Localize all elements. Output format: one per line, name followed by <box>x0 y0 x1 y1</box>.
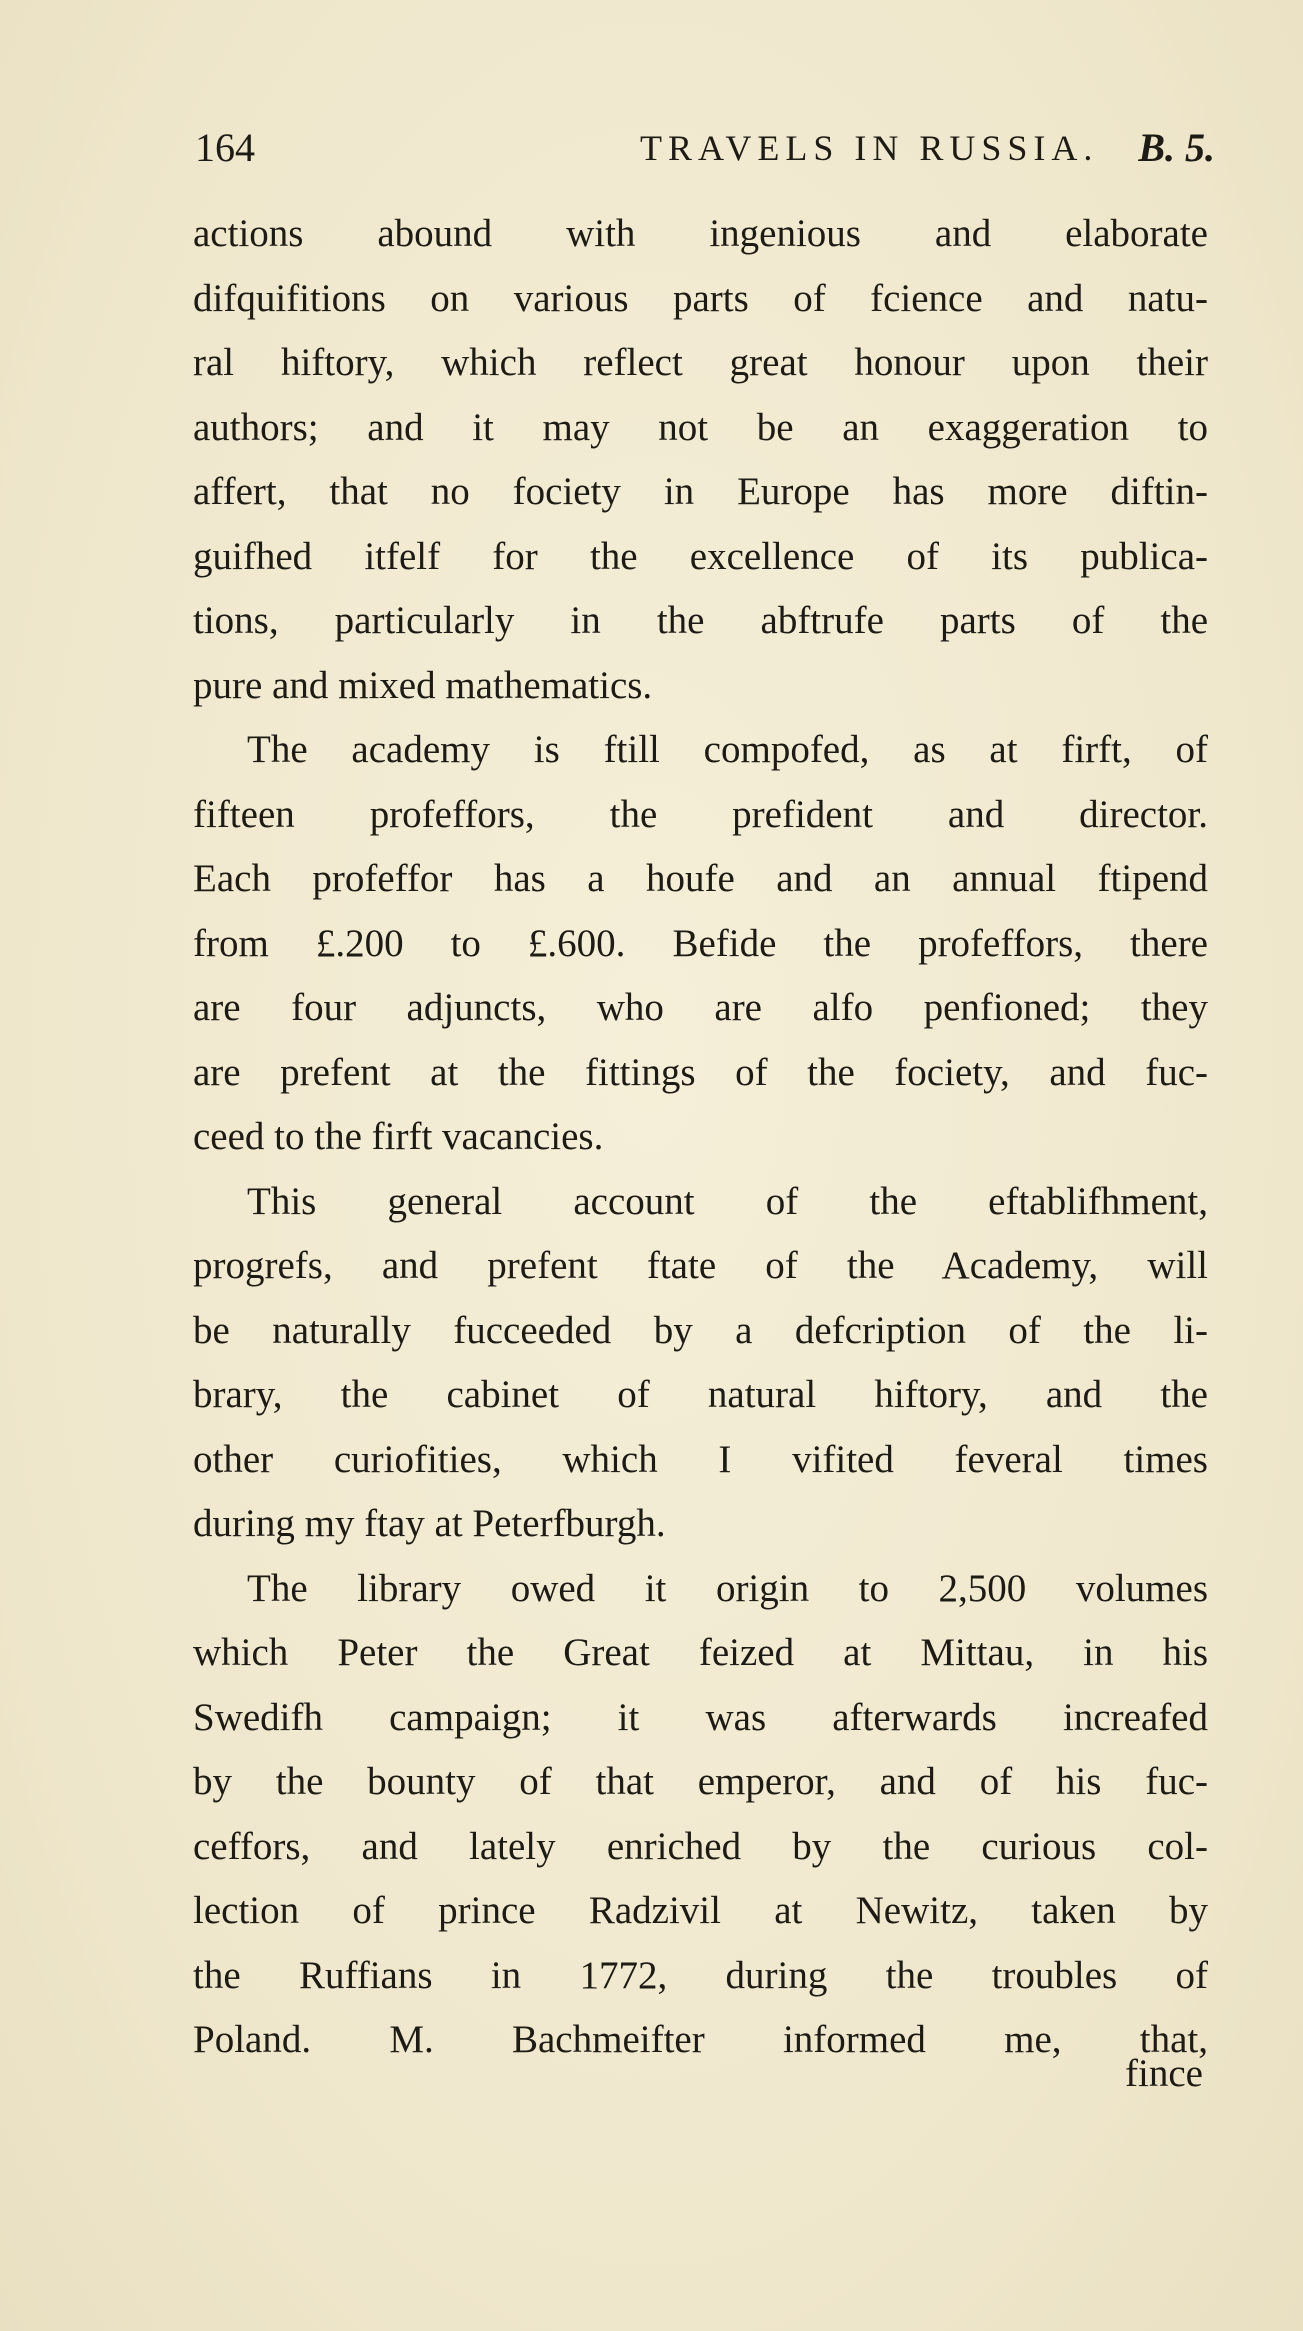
text-line: ceed to the firft vacancies. <box>193 1115 604 1158</box>
text-line: ceffors, and lately enriched by the curious col- <box>193 1824 1208 1868</box>
text-line: affert, that no fociety in Europe has more diftin- <box>193 470 1208 513</box>
text-line: are four adjuncts, who are alfo penfioned; they <box>193 986 1208 1029</box>
section-marker: B. 5. <box>1138 125 1215 170</box>
text-line: authors; and it may not be an exaggeration to <box>193 405 1208 449</box>
text-line: other curiofities, which I vifited feveral times <box>193 1437 1208 1481</box>
text-line: tions, particularly in the abftrufe parts of the <box>193 599 1208 642</box>
text-line: ral hiftory, which reflect great honour upon their <box>193 341 1208 384</box>
paragraph-first-line: The academy is ftill compofed, as at firft, of <box>247 728 1208 771</box>
text-line: which Peter the Great feized at Mittau, in his <box>193 1631 1208 1674</box>
text-line: actions abound with ingenious and elaborate <box>193 212 1208 255</box>
text-line: fifteen profeffors, the prefident and director. <box>193 792 1208 836</box>
text-line: Swedifh campaign; it was afterwards increafed <box>193 1695 1208 1739</box>
text-line: from £.200 to £.600. Befide the profeffors, there <box>193 921 1208 965</box>
text-line: brary, the cabinet of natural hiftory, and the <box>193 1373 1208 1416</box>
text-line: pure and mixed mathematics. <box>193 663 653 707</box>
body-text <box>193 202 1208 2073</box>
text-line: are prefent at the fittings of the fociety, and fuc- <box>193 1050 1208 1094</box>
text-line: be naturally fucceeded by a defcription of the li- <box>193 1308 1208 1352</box>
text-line: during my ftay at Peterfburgh. <box>193 1502 666 1545</box>
text-line: the Ruffians in 1772, during the troubles of <box>193 1953 1208 1997</box>
paragraph-first-line: The library owed it origin to 2,500 volumes <box>247 1566 1208 1610</box>
catchword: fince <box>1125 2052 1203 2095</box>
text-line: guifhed itfelf for the excellence of its publica- <box>193 534 1208 578</box>
text-line: difquifitions on various parts of fcience and natu- <box>193 276 1208 320</box>
text-line: lection of prince Radzivil at Newitz, taken by <box>193 1889 1208 1932</box>
paragraph-first-line: This general account of the eftablifhment, <box>247 1179 1208 1223</box>
text-line: Poland. M. Bachmeifter informed me, that, <box>193 2018 1208 2061</box>
text-line: by the bounty of that emperor, and of his fuc- <box>193 1760 1208 1803</box>
running-head <box>195 118 1215 178</box>
text-line: progrefs, and prefent ftate of the Academy, will <box>193 1244 1208 1287</box>
text-line: Each profeffor has a houfe and an annual ftipend <box>193 857 1208 900</box>
page-number: 164 <box>195 125 255 170</box>
running-title: TRAVELS IN RUSSIA. <box>640 128 1099 168</box>
